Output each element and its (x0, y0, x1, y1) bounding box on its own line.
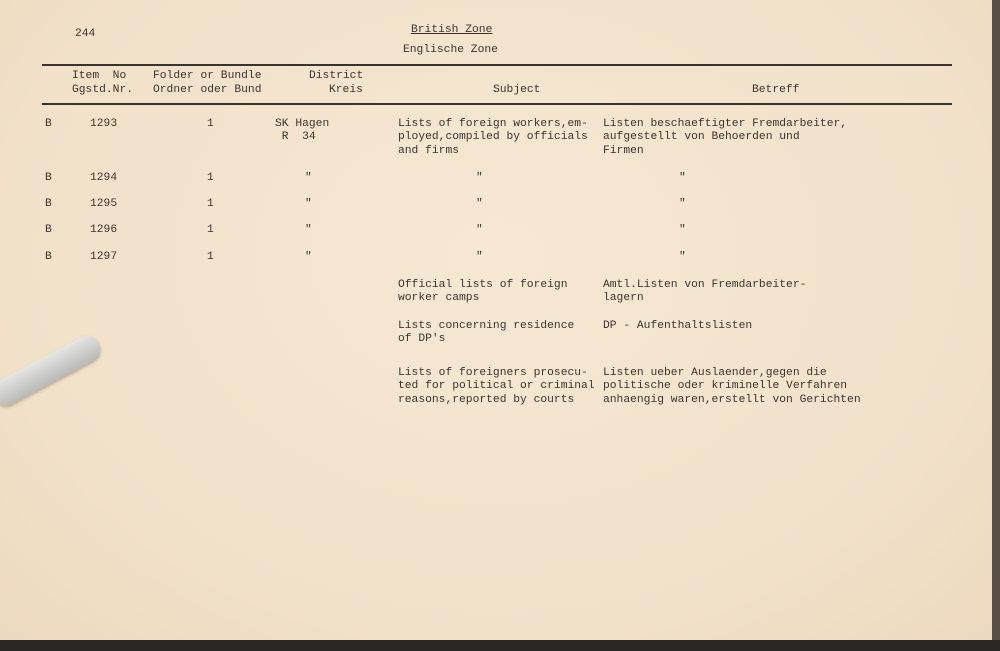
extra-subject: Lists of foreigners prosecu- ted for political or criminal reasons,reported by courts (398, 367, 595, 406)
row-folder: 1 (207, 251, 214, 263)
row-prefix: B (45, 198, 52, 210)
extra-betreff: Listen ueber Auslaender,gegen die politische oder kriminelle Verfahren anhaengig waren,erstellt von Gerichten (603, 367, 861, 406)
row-subject: " (476, 224, 483, 236)
row-subject: " (476, 251, 483, 263)
row-district: " (305, 251, 312, 263)
row-subject: " (476, 198, 483, 210)
extra-subject: Official lists of foreign worker camps (398, 279, 568, 305)
page-number: 244 (75, 28, 96, 40)
row-betreff: " (679, 251, 686, 263)
extra-betreff: DP - Aufenthaltslisten (603, 320, 753, 332)
header-item-en: Item No (72, 70, 127, 82)
page-edge (992, 0, 1000, 651)
row-district: " (305, 224, 312, 236)
pen-object (0, 332, 104, 410)
header-district-en: District (309, 70, 364, 82)
header-item-de: Ggstd.Nr. (72, 84, 134, 96)
row-folder: 1 (207, 224, 214, 236)
header-folder-de: Ordner oder Bund (153, 84, 262, 96)
row-subject: Lists of foreign workers,em- ployed,compiled by officials and firms (398, 118, 588, 157)
row-betreff: " (679, 172, 686, 184)
row-folder: 1 (207, 118, 214, 130)
row-item-number: 1297 (90, 251, 118, 263)
row-betreff: " (679, 198, 686, 210)
scan-bottom-border (0, 640, 1000, 651)
row-subject: " (476, 172, 483, 184)
row-prefix: B (45, 118, 52, 130)
row-prefix: B (45, 224, 52, 236)
row-folder: 1 (207, 198, 214, 210)
header-district-de: Kreis (329, 84, 363, 96)
header-betreff: Betreff (752, 84, 800, 96)
extra-subject: Lists concerning residence of DP's (398, 320, 575, 346)
row-district: SK Hagen R 34 (275, 118, 330, 144)
header-bottom-rule (42, 103, 952, 105)
row-prefix: B (45, 172, 52, 184)
row-item-number: 1294 (90, 172, 118, 184)
zone-title-en: British Zone (411, 24, 493, 36)
header-folder-en: Folder or Bundle (153, 70, 262, 82)
header-top-rule (42, 64, 952, 66)
row-district: " (305, 172, 312, 184)
row-betreff: " (679, 224, 686, 236)
row-prefix: B (45, 251, 52, 263)
zone-title-de: Englische Zone (403, 44, 498, 56)
row-district: " (305, 198, 312, 210)
row-item-number: 1295 (90, 198, 118, 210)
header-subject: Subject (493, 84, 541, 96)
row-item-number: 1293 (90, 118, 118, 130)
extra-betreff: Amtl.Listen von Fremdarbeiter- lagern (603, 279, 807, 305)
row-betreff: Listen beschaeftigter Fremdarbeiter, aufgestellt von Behoerden und Firmen (603, 118, 848, 157)
row-item-number: 1296 (90, 224, 118, 236)
row-folder: 1 (207, 172, 214, 184)
